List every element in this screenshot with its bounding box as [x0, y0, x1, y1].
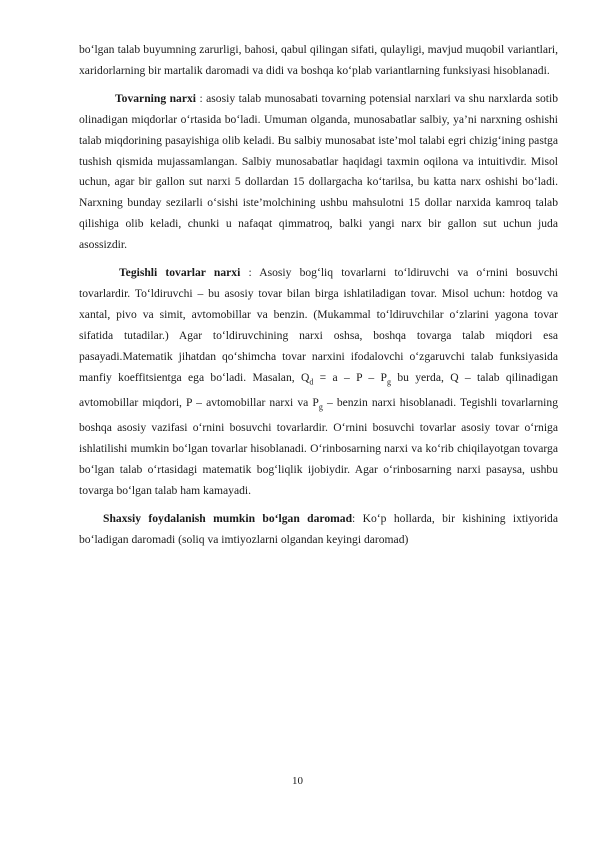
paragraph-text: : asosiy talab munosabati tovarning potensial narxlari va shu narxlarda sotib olinadigan miqdorlar o‘rtasida bo‘ladi. Umuman olganda, munosabatlar salbiy, ya’ni narxning oshishi talab miqdorining pasayishiga olib keladi. Bu salbiy munosabat iste’mol talabi egri chizig‘ining pastga tushish qismida mujassamlangan. Salbiy munosabatlar haqidagi taxmin oqilona va intuitivdir. Misol uchun, agar bir gallon sut narxi 5 dollardan 15 dollargacha ko‘tarilsa, bu katta narx oshishi bo‘ladi. Narxning bunday sezilarli o‘sishi iste’molchining ushbu mahsulotni 15 dollar narxida kamroq talab qilishiga olib keladi, chunki u nafaqat qimmatroq, balki yangi narx bir gallon sut uchun juda asossizdir.: [79, 91, 558, 252]
paragraph-3: [79, 263, 558, 502]
paragraph-2: [79, 89, 558, 256]
paragraph-text: : Asosiy bog‘liq tovarlarni to‘ldiruvchi va o‘rnini bosuvchi tovarlardir. To‘ldiruvchi – bu asosiy tovar bilan birga ishlatiladigan tovar. Misol uchun: hotdog va xantal, pivo va simit, avtomobillar va benzin. (Mukammal to‘ldiruvchilar o‘zlarini yagona tovar sifatida tutadilar.) Agar to‘ldiruvchining narxi oshsa, boshqa tovarga talab miqdori esa pasayadi.Matematik jihatdan qo‘shimcha tovar narxini ifodalovchi o‘zgaruvchi talab funksiyasida manfiy koeffitsientga ega bo‘ladi. Masalan, Q: [79, 266, 558, 384]
document-body: [79, 40, 558, 557]
term-tegishli-tovarlar-narxi: Tegishli tovarlar narxi: [119, 266, 241, 280]
formula-body: = a – P – P: [313, 370, 387, 384]
paragraph-text-cont: – benzin narxi hisoblanadi. Tegishli tovarlarning boshqa asosiy vazifasi o‘rnini bosuvchi tovarlardir. O‘rnini bosuvchi tovarlar asosiy tovar o‘rniga ishlatilishi mumkin bo‘lgan tovarlar hisoblanadi. O‘rinbosarning narxi va ko‘rib chiqilayotgan tovarga bo‘lgan talab o‘rtasidagi matematik bog‘liqlik ijobiydir. Agar o‘rinbosarning narxi pasaysa, ushbu tovarga bo‘lgan talab ham kamayadi.: [79, 395, 558, 497]
term-shaxsiy-daromad: Shaxsiy foydalanish mumkin bo‘lgan daromad: [103, 511, 353, 525]
paragraph-text: bo‘lgan talab buyumning zarurligi, bahosi, qabul qilingan sifati, qulayligi, mavjud muqobil variantlari, xaridorlarning bir martalik daromadi va didi va boshqa ko‘plab variantlarning funksiyasi hisoblanadi.: [79, 43, 558, 77]
formula-tail: bu yerda, Q – talab qilinadigan avtomobillar miqdori, P – avtomobillar narxi va P: [79, 370, 558, 409]
subscript-g-2: g: [318, 402, 323, 412]
page-number: 10: [292, 775, 303, 787]
subscript-g: g: [387, 376, 391, 386]
paragraph-4: [79, 509, 558, 551]
term-tovarning-narxi: Tovarning narxi: [115, 91, 196, 105]
paragraph-text: : Ko‘p hollarda, bir kishining ixtiyorida bo‘ladigan daromadi (soliq va imtiyozlarni olgandan keyingi daromad): [79, 511, 558, 546]
subscript-d: d: [309, 376, 314, 386]
paragraph-1: [79, 40, 558, 82]
